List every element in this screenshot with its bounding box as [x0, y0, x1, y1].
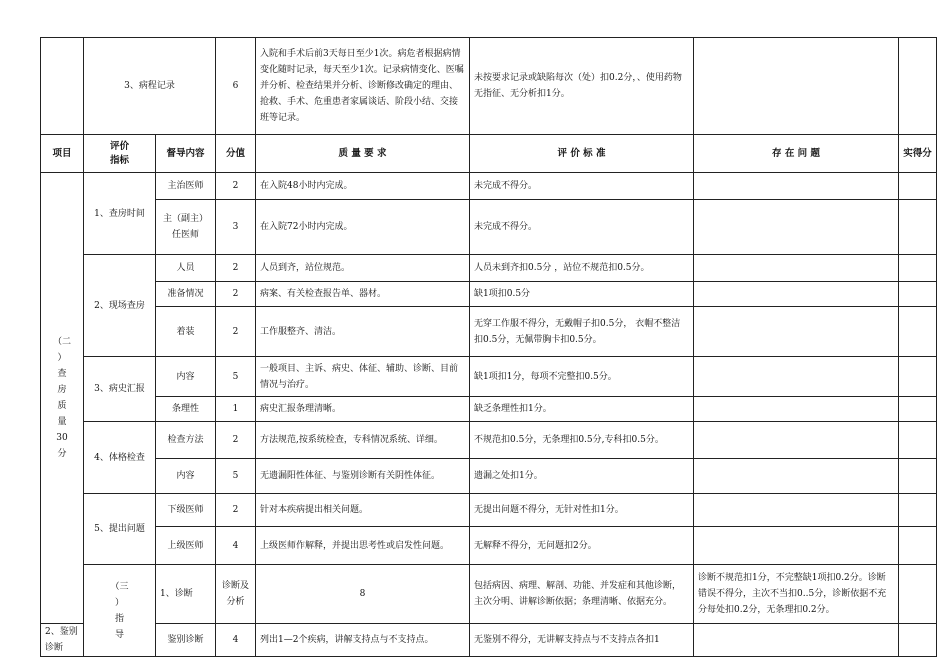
col-header-indicator-line2: 指标 — [109, 154, 129, 166]
issue-cell — [694, 397, 899, 422]
requirement-cell: 入院和手术后前3天每日至少1次。病危者根据病情变化随时记录，每天至少1次。记录病情变化、医嘱并分析、检查结果并分析、诊断修改确定的理由、抢救、手术、危重患者家属谈话、阶段小结、交接班等记录。 — [256, 38, 470, 135]
actual-score-cell — [899, 38, 937, 135]
requirement-cell: 病史汇报条理清晰。 — [256, 397, 470, 422]
content-cell: 内容 — [156, 459, 216, 494]
indicator-cell: 2、现场查房 — [84, 255, 156, 357]
requirement-cell: 上级医师作解释，并提出思考性或启发性问题。 — [256, 527, 470, 565]
col-header-content: 督导内容 — [156, 135, 216, 173]
score-cell: 5 — [216, 459, 256, 494]
header-row — [41, 135, 937, 173]
score-cell: 2 — [216, 282, 256, 307]
issue-cell — [694, 494, 899, 527]
score-cell: 6 — [216, 38, 256, 135]
issue-cell — [694, 422, 899, 459]
criteria-cell: 未完成不得分。 — [470, 173, 694, 200]
content-cell: 下级医师 — [156, 494, 216, 527]
requirement-cell: 一般项目、主诉、病史、体征、辅助、诊断、目前情况与治疗。 — [256, 357, 470, 397]
criteria-cell: 无提出问题不得分，无针对性扣1分。 — [470, 494, 694, 527]
section-label-rounds: （二 ） 查 房 质 量 30 分 — [41, 173, 84, 624]
table-row — [41, 527, 937, 565]
score-cell: 5 — [216, 357, 256, 397]
col-header-criteria: 评 价 标 准 — [470, 135, 694, 173]
content-cell: 内容 — [156, 357, 216, 397]
content-cell: 检查方法 — [156, 422, 216, 459]
table-row — [41, 459, 937, 494]
content-cell: 主（副主）任医师 — [156, 200, 216, 255]
score-cell: 2 — [216, 255, 256, 282]
criteria-cell: 无穿工作服不得分，无戴帽子扣0.5分， 衣帽不整洁扣0.5分，无佩带胸卡扣0.5分。 — [470, 307, 694, 357]
indicator-cell: 3、病史汇报 — [84, 357, 156, 422]
criteria-cell: 缺1项扣0.5分 — [470, 282, 694, 307]
table-row — [41, 173, 937, 200]
score-cell: 2 — [216, 173, 256, 200]
actual-score-cell — [899, 459, 937, 494]
issue-cell — [694, 200, 899, 255]
actual-score-cell — [899, 173, 937, 200]
requirement-cell: 列出1—2个疾病，讲解支持点与不支持点。 — [256, 624, 470, 657]
score-cell: 4 — [216, 527, 256, 565]
issue-cell — [694, 255, 899, 282]
table-row — [41, 422, 937, 459]
score-cell: 2 — [216, 307, 256, 357]
col-header-requirement: 质 量 要 求 — [256, 135, 470, 173]
score-cell: 3 — [216, 200, 256, 255]
table-row — [41, 307, 937, 357]
criteria-cell: 未按要求记录或缺陷每次（处）扣0.2分，、使用药物无指征、无分析扣1分。 — [470, 38, 694, 135]
table-row — [41, 282, 937, 307]
content-cell: 条理性 — [156, 397, 216, 422]
actual-score-cell — [899, 422, 937, 459]
criteria-cell: 缺乏条理性扣1分。 — [470, 397, 694, 422]
actual-score-cell — [899, 357, 937, 397]
criteria-cell: 缺1项扣1分，每项不完整扣0.5分。 — [470, 357, 694, 397]
cell-empty — [41, 38, 84, 135]
issue-cell — [694, 357, 899, 397]
table-row — [41, 565, 937, 624]
issue-cell — [899, 565, 937, 624]
col-header-issues: 存 在 问 题 — [694, 135, 899, 173]
table-row — [41, 200, 937, 255]
content-cell: 准备情况 — [156, 282, 216, 307]
requirement-cell: 在入院72小时内完成。 — [256, 200, 470, 255]
issue-cell — [694, 459, 899, 494]
issue-cell — [694, 527, 899, 565]
actual-score-cell — [899, 307, 937, 357]
requirement-cell: 方法规范,按系统检查，专科情况系统、详细。 — [256, 422, 470, 459]
actual-score-cell — [899, 397, 937, 422]
table-row — [41, 38, 937, 135]
criteria-cell: 无解释不得分，无问题扣2分。 — [470, 527, 694, 565]
criteria-cell: 人员未到齐扣0.5分 ，站位不规范扣0.5分。 — [470, 255, 694, 282]
score-cell: 4 — [216, 624, 256, 657]
col-header-score: 分值 — [216, 135, 256, 173]
score-cell: 1 — [216, 397, 256, 422]
criteria-cell: 诊断不规范扣1分，不完整缺1项扣0.2分。诊断错误不得分，主次不当扣0..5分，诊断依据不充分每处扣0.2分，无条理扣0.2分。 — [694, 565, 899, 624]
requirement-cell: 人员到齐，站位规范。 — [256, 255, 470, 282]
section-label-guidance: （三 ） 指 导 — [84, 565, 156, 657]
issue-cell — [694, 173, 899, 200]
evaluation-table — [40, 37, 937, 657]
score-cell: 2 — [216, 422, 256, 459]
content-cell: 人员 — [156, 255, 216, 282]
criteria-cell: 无鉴别不得分，无讲解支持点与不支持点各扣1 — [470, 624, 694, 657]
actual-score-cell — [899, 255, 937, 282]
table-row — [41, 494, 937, 527]
actual-score-cell — [899, 624, 937, 657]
criteria-cell: 不规范扣0.5分，无条理扣0.5分,专科扣0.5分。 — [470, 422, 694, 459]
indicator-cell: 1、查房时间 — [84, 173, 156, 255]
issue-cell — [694, 624, 899, 657]
content-cell: 诊断及分析 — [216, 565, 256, 624]
issue-cell — [694, 307, 899, 357]
col-header-indicator — [84, 135, 156, 173]
issue-cell — [694, 38, 899, 135]
indicator-cell: 3、病程记录 — [84, 38, 216, 135]
content-cell: 上级医师 — [156, 527, 216, 565]
indicator-cell: 2、鉴别诊断 — [41, 624, 84, 657]
criteria-cell: 遗漏之处扣1分。 — [470, 459, 694, 494]
table-row — [41, 397, 937, 422]
actual-score-cell — [899, 494, 937, 527]
actual-score-cell — [899, 282, 937, 307]
requirement-cell: 病案、有关检查报告单、器材。 — [256, 282, 470, 307]
actual-score-cell — [899, 200, 937, 255]
col-header-actual: 实得分 — [899, 135, 937, 173]
requirement-cell: 工作服整齐、清洁。 — [256, 307, 470, 357]
requirement-cell: 包括病因、病理、解剖、功能、并发症和其他诊断，主次分明、讲解诊断依据；条理清晰、依据充分。 — [470, 565, 694, 624]
col-header-item: 项目 — [41, 135, 84, 173]
criteria-cell: 未完成不得分。 — [470, 200, 694, 255]
col-header-indicator-line1: 评价 — [109, 140, 129, 152]
indicator-cell: 1、诊断 — [156, 565, 216, 624]
content-cell: 着装 — [156, 307, 216, 357]
table-row — [41, 357, 937, 397]
table-row — [41, 255, 937, 282]
requirement-cell: 在入院48小时内完成。 — [256, 173, 470, 200]
requirement-cell: 无遗漏阳性体征、与鉴别诊断有关阴性体征。 — [256, 459, 470, 494]
indicator-cell: 4、体格检查 — [84, 422, 156, 494]
indicator-cell: 5、提出问题 — [84, 494, 156, 565]
score-cell: 2 — [216, 494, 256, 527]
score-cell: 8 — [256, 565, 470, 624]
content-cell: 鉴别诊断 — [156, 624, 216, 657]
actual-score-cell — [899, 527, 937, 565]
table-row — [41, 624, 937, 657]
requirement-cell: 针对本疾病提出相关问题。 — [256, 494, 470, 527]
content-cell: 主治医师 — [156, 173, 216, 200]
issue-cell — [694, 282, 899, 307]
